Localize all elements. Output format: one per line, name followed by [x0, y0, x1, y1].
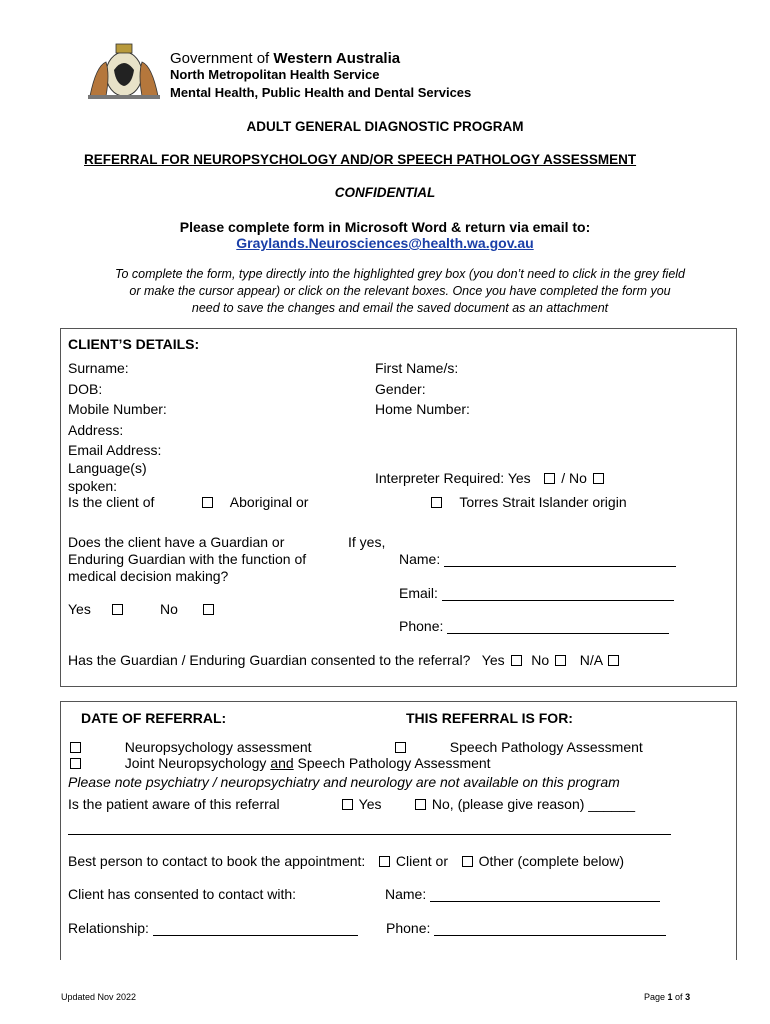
- service-name: North Metropolitan Health Service: [170, 67, 380, 82]
- aware-no-checkbox[interactable]: [415, 799, 426, 810]
- neuropsychology-checkbox[interactable]: [70, 742, 81, 753]
- form-instructions: To complete the form, type directly into the highlighted grey box (you don’t need to click in the grey field or make the cursor appear) or click on the relevant boxes. Once you have completed the form you need to save the changes and email the saved document as an attachment: [115, 267, 685, 315]
- aboriginal-option: Aboriginal or: [200, 494, 308, 510]
- relationship-field[interactable]: Relationship:: [68, 920, 358, 936]
- consent-na-checkbox[interactable]: [608, 655, 619, 666]
- guardian-question-1: Does the client have a Guardian or: [68, 534, 285, 550]
- guardian-question-3: medical decision making?: [68, 568, 229, 584]
- guardian-no-checkbox[interactable]: [203, 604, 214, 615]
- contact-phone-field[interactable]: Phone:: [386, 920, 666, 936]
- joint-assessment-option: Joint Neuropsychology and Speech Pathology Assessment: [68, 755, 491, 771]
- contact-name-line[interactable]: [430, 889, 660, 902]
- guardian-name-field[interactable]: Name:: [399, 551, 676, 567]
- guardian-email-field[interactable]: Email:: [399, 585, 674, 601]
- contact-client-checkbox[interactable]: [379, 856, 390, 867]
- interpreter-no-checkbox[interactable]: [593, 473, 604, 484]
- email-address-field[interactable]: Email Address:: [68, 442, 162, 458]
- dob-field[interactable]: DOB:: [68, 381, 103, 397]
- email-link[interactable]: Graylands.Neurosciences@health.wa.gov.au: [236, 235, 534, 251]
- referral-for-heading: THIS REFERRAL IS FOR:: [406, 710, 573, 726]
- confidential-label: CONFIDENTIAL: [334, 185, 436, 200]
- guardian-yes-option: Yes: [68, 601, 125, 617]
- guardian-phone-line[interactable]: [447, 621, 669, 634]
- return-instruction: Please complete form in Microsoft Word & return via email to:: [179, 219, 591, 235]
- best-contact-row: Best person to contact to book the appointment: Client or Other (complete below): [68, 853, 625, 869]
- guardian-name-line[interactable]: [444, 554, 676, 567]
- contact-phone-line[interactable]: [434, 923, 666, 936]
- consent-no-checkbox[interactable]: [555, 655, 566, 666]
- aware-no-option: No, (please give reason) ______: [413, 796, 635, 812]
- torres-option: Torres Strait Islander origin: [429, 494, 627, 510]
- program-note: Please note psychiatry / neuropsychiatry and neurology are not available on this program: [68, 774, 620, 790]
- consented-contact-label: Client has consented to contact with:: [68, 886, 297, 902]
- neuropsychology-option: Neuropsychology assessment: [68, 739, 312, 755]
- mobile-field[interactable]: Mobile Number:: [68, 401, 167, 417]
- client-details-heading: CLIENT’S DETAILS:: [68, 336, 200, 352]
- government-title: Government of Western Australia: [170, 50, 401, 67]
- email-link-row: [0, 235, 770, 251]
- relationship-line[interactable]: [153, 923, 358, 936]
- guardian-no-option: No: [160, 601, 216, 617]
- aboriginal-checkbox[interactable]: [202, 497, 213, 508]
- consent-yes-checkbox[interactable]: [511, 655, 522, 666]
- address-field[interactable]: Address:: [68, 422, 124, 438]
- home-number-field[interactable]: Home Number:: [375, 401, 470, 417]
- updated-date: Updated Nov 2022: [61, 992, 137, 1002]
- referral-title: REFERRAL FOR NEUROPSYCHOLOGY AND/OR SPEECH PATHOLOGY ASSESSMENT: [84, 152, 637, 167]
- torres-checkbox[interactable]: [431, 497, 442, 508]
- reason-line[interactable]: [68, 822, 671, 835]
- speech-pathology-checkbox[interactable]: [395, 742, 406, 753]
- gender-field[interactable]: Gender:: [375, 381, 426, 397]
- aware-yes-option: Yes: [340, 796, 381, 812]
- client-of-label: Is the client of: [68, 494, 155, 510]
- language-label-2: spoken:: [68, 478, 118, 494]
- page-number: Page 1 of 3: [644, 992, 691, 1002]
- guardian-phone-field[interactable]: Phone:: [399, 618, 669, 634]
- division-name: Mental Health, Public Health and Dental Services: [170, 85, 472, 100]
- joint-assessment-checkbox[interactable]: [70, 758, 81, 769]
- date-of-referral-heading: DATE OF REFERRAL:: [81, 710, 227, 726]
- aware-row: Is the patient aware of this referral: [68, 796, 280, 812]
- guardian-email-line[interactable]: [442, 588, 674, 601]
- guardian-question-2: Enduring Guardian with the function of: [68, 551, 307, 567]
- program-title: ADULT GENERAL DIAGNOSTIC PROGRAM: [246, 119, 524, 134]
- speech-pathology-option: Speech Pathology Assessment: [393, 739, 643, 755]
- guardian-yes-checkbox[interactable]: [112, 604, 123, 615]
- if-yes-label: If yes,: [348, 534, 386, 550]
- contact-name-field[interactable]: Name:: [385, 886, 660, 902]
- interpreter-row: Interpreter Required: Yes / No: [375, 470, 606, 486]
- surname-field[interactable]: Surname:: [68, 360, 129, 376]
- wa-crest-logo: [84, 40, 164, 102]
- first-name-field[interactable]: First Name/s:: [375, 360, 459, 376]
- consent-row: Has the Guardian / Enduring Guardian consented to the referral? Yes No N/A: [68, 652, 621, 668]
- interpreter-yes-checkbox[interactable]: [544, 473, 555, 484]
- contact-other-checkbox[interactable]: [462, 856, 473, 867]
- aware-yes-checkbox[interactable]: [342, 799, 353, 810]
- language-label-1: Language(s): [68, 460, 147, 476]
